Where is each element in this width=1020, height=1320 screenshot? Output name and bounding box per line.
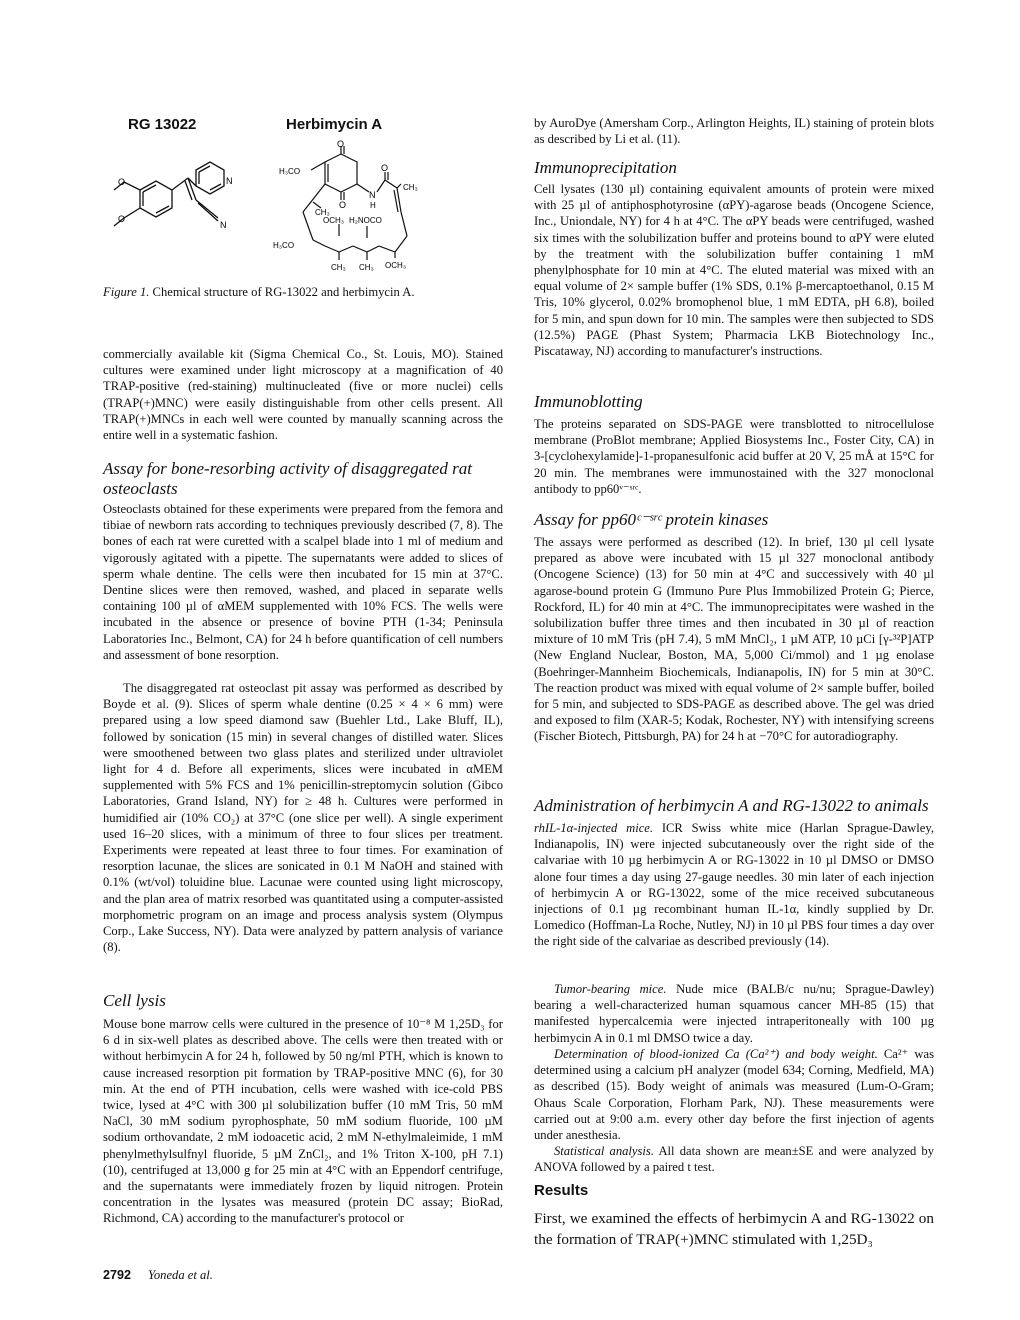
right-heading-immunoblotting: Immunoblotting xyxy=(534,392,643,411)
running-footer-authors: Yoneda et al. xyxy=(148,1268,213,1282)
inline-head-determination: Determination of blood-ionized Ca (Ca²⁺) and body weight. xyxy=(554,1047,878,1061)
left-paragraph-3: The disaggregated rat osteoclast pit assay was performed as described by Boyde et al. (9). Slices of sperm whale dentine (0.25 × 4 × 6 mm) were prepared using a low speed diamond saw (Buehler Ltd., Lake Bluff, IL), followed by sonication (15 min) in several changes of distilled water. Slices were smoothened between two glass plates and sterilized under ultraviolet light for 4 d. Before all experiments, slices were incubated in αMEM supplemented with 5% FCS and 1% penicillin-streptomycin solution (Gibco Laboratories, Grand Island, NY) for ≥ 48 h. Cultures were performed in humidified air (10% CO₂) at 37°C (one slice per well). A single experiment used 16–20 slices, with a minimum of three to four slices per treatment. Experiments were repeated at least three to four times. For examination of resorption lacunae, the slices are sonicated in 0.1 M NaOH and stained with 0.1% (wt/vol) toluidine blue. Lacunae were counted using light microscopy, and the plan area of matrix resorbed was quantitated using a computer-assisted morphometric program on an image and process analysis system (Olympus Corp., Lake Success, NY). Data were analyzed by pattern analysis of variance (8). xyxy=(103,681,503,955)
right-paragraph-6 xyxy=(534,981,934,1046)
left-paragraph-2: Osteoclasts obtained for these experiments were prepared from the femora and tibiae of newborn rats according to techniques previously described (7, 8). The bones of each rat were curetted with a scalpel blade into 1 ml of medium and vigorously agitated with a pipette. The supernatants were added to slices of sperm whale dentine. The cells were then incubated for 15 min at 37°C. Dentine slices were then removed, washed, and placed in separate wells containing 100 µl of αMEM supplemented with 10% FCS. The wells were incubated in the absence or presence of bovine PTH (1-34; Peninsula Laboratories Inc., Belmont, CA) for 24 h before quantification of cell numbers and assessment of bone resorption. xyxy=(103,502,503,662)
right-paragraph-4: The assays were performed as described (12). In brief, 130 µl cell lysate prepared as above were incubated with 15 µl 327 monoclonal antibody (Oncogene Science) (13) for 50 min at 4°C and successively with 40 µl agarose-bound protein G (Immuno Pure Plus Immobilized Protein G; Pierce, Rockford, IL) for 40 min at 4°C. The immunoprecipitates were washed in the solubilization buffer three times and then incubated in 30 µl of reaction mixture of 10 mM Tris (pH 7.4), 5 mM MnCl₂, 1 µM ATP, 10 µCi [γ-³²P]ATP (New England Nuclear, Boston, MA, 5,000 Ci/mmol) and 1 µg enolase (Boehringer-Mannheim Biochemicals, Indianapolis, IN) for 5 min at 30°C. The reaction product was mixed with equal volume of 2× sample buffer, boiled for 5 min, and subjected to SDS-PAGE as described above. The gel was dried and exposed to film (XAR-5; Kodak, Rochester, NY) with intensifying screens (Fischer Biotech, Pittsburgh, PA) for 24 h at −70°C for autoradiography. xyxy=(534,535,934,744)
methoxy-o-top: O xyxy=(118,177,126,187)
right-heading-administration: Administration of herbimycin A and RG-13022 to animals xyxy=(534,796,929,815)
methoxy-o-bottom: O xyxy=(118,214,126,224)
right-paragraph-7 xyxy=(534,1046,934,1143)
inline-head-tumor: Tumor-bearing mice. xyxy=(554,982,667,996)
atom-ch3-a: CH₃ xyxy=(315,208,330,217)
left-paragraph-4: Mouse bone marrow cells were cultured in the presence of 10⁻⁸ M 1,25D₃ for 6 d in six-well plates as described above. The cells were then treated with or without herbimycin A for 24 h, followed by 50 ng/ml PTH, which is known to cause increased resorption pit formation by TRAP-positive MNC (6), for 30 min. At the end of PTH incubation, cells were washed with ice-cold PBS twice, lysed at 4°C with 300 µl solubilization buffer (10 mM Tris, 50 mM NaCl, 30 mM sodium pyrophosphate, 50 mM sodium fluoride, 100 µM sodium orthovandate, 2 mM iodoacetic acid, 2 mM N-ethylmaleimide, 1 mM phenylmethylsulfnyl fluoride, 5 µM ZnCl₂, and 1% Triton X-100, pH 7.1) (10), centrifuged at 13,000 g for 25 min at 4°C with an Eppendorf centrifuge, and the supernatants were immediately frozen by liquid nitrogen. Protein concentration in the lysates was measured (protein DC assay; BioRad, Richmond, CA) according to the manufacturer's protocol or xyxy=(103,1017,503,1226)
atom-h2noco: H₂NOCO xyxy=(349,216,382,225)
rg13022-structure xyxy=(100,160,260,260)
left-paragraph-1: commercially available kit (Sigma Chemical Co., St. Louis, MO). Stained cultures were examined under light microscopy at a magnification of 40 TRAP-positive (red-staining) multinucleated (five or more nuclei) cells (TRAP(+)MNC) were easily distinguishable from other cells present. All TRAP(+)MNCs in each well were counted by manually scanning across the entire well in a systematic fashion. xyxy=(103,347,503,443)
figure-caption-number: Figure 1. xyxy=(103,285,150,299)
right-paragraph-1: by AuroDye (Amersham Corp., Arlington Heights, IL) staining of protein blots as described by Li et al. (11). xyxy=(534,116,934,147)
atom-h3co-b: H₃CO xyxy=(273,241,295,250)
figure-caption xyxy=(103,284,415,300)
right-paragraph-5 xyxy=(534,820,934,950)
herbimycin-structure xyxy=(255,140,435,275)
inline-head-statistical: Statistical analysis. xyxy=(554,1144,654,1158)
paragraph-7-body: Ca²⁺ was determined using a calcium pH analyzer (model 634; Corning, Medfield, MA) as described (15). Body weight of animals was measured (Lum-O-Gram; Ohaus Scale Corporation, Florham Park, NJ). These measurements were carried out at 9:00 a.m. every other day before the first injection of agents under anesthesia. xyxy=(534,1047,934,1143)
atom-n: N xyxy=(369,190,376,200)
paragraph-6-body: Nude mice (BALB/c nu/nu; Sprague-Dawley) bearing a well-characterized human squamous cancer MH-85 (15) that manifested hypercalcemia were injected intraperitoneally with 100 µg herbimycin A in 0.1 ml DMSO twice a day. xyxy=(534,982,934,1045)
right-heading-pp60-kinase: Assay for pp60ᶜ⁻ˢʳᶜ protein kinases xyxy=(534,510,769,529)
atom-o-low: O xyxy=(339,200,347,210)
atom-ch3-d: CH₃ xyxy=(359,263,374,272)
figure-label-herbimycin: Herbimycin A xyxy=(286,116,383,133)
paragraph-5-body: ICR Swiss white mice (Harlan Sprague-Dawley, Indianapolis, IN) were injected subcutaneously over the right side of the calvariae with 10 µg herbimycin A or RG-13022 in 10 µl DMSO or DMSO alone four times a day using 27-gauge needles. 30 min later of each injection of herbimycin A or RG-13022, some of the mice received subcutaneous injections of 0.1 µg recombinant human IL-1α, kindly supplied by Dr. Lomedico (Hoffman-La Roche, Nutley, NJ) in 10 µl PBS four times a day over the right side of the calvariae as described previously (14). xyxy=(534,821,934,949)
atom-o-top: O xyxy=(337,140,345,149)
right-paragraph-2: Cell lysates (130 µl) containing equivalent amounts of protein were mixed with 25 µl of antiphosphotyrosine (αPY)-agarose beads (Oncogene Science, Inc., Uniondale, NY) for 4 h at 4°C. The αPY beads were centrifuged, washed six times with the solubilization buffer and proteins bound to αPY were eluted by the treatment with the solubilization buffer containing 1 mM phenylphosphate for 10 min at 4°C. The eluted material was mixed with an equal volume of 2× sample buffer (1% SDS, 0.1% β-mercaptoethanol, 0.15 M Tris, 10% glycerol, 0.02% bromophenol blue, 1 mM EDTA, pH 6.8), boiled for 5 min, and spun down for 10 min. The samples were then subjected to SDS (12.5%) PAGE (Phast System; Pharmacia LKB Biotechnology Inc., Piscataway, NJ) according to manufacturer's instructions. xyxy=(534,182,934,359)
atom-o-amide: O xyxy=(381,163,389,173)
atom-och3-b: OCH₃ xyxy=(385,261,407,270)
right-heading-immunoprecipitation: Immunoprecipitation xyxy=(534,158,677,177)
nitrile-n: N xyxy=(220,220,227,230)
left-heading-bone-resorbing: Assay for bone-resorbing activity of disaggregated rat osteoclasts xyxy=(103,459,472,498)
atom-ch3-c: CH₃ xyxy=(331,263,346,272)
right-paragraph-3: The proteins separated on SDS-PAGE were transblotted to nitrocellulose membrane (ProBlot membrane; Applied Biosystems Inc., Foster City, CA) in 3-[cyclohexylamide]-1-propanesulfonic acid buffer at 20 V, 25 mÅ at 15°C for 20 min. The membranes were immunostained with the 327 monoclonal antibody to pp60ᵛ⁻ˢʳᶜ. xyxy=(534,417,934,496)
page-number: 2792 xyxy=(103,1268,132,1282)
right-paragraph-8 xyxy=(534,1143,934,1175)
atom-och3-a: OCH₃ xyxy=(323,216,345,225)
results-heading: Results xyxy=(534,1182,589,1199)
pyridine-n: N xyxy=(226,176,233,186)
left-heading-cell-lysis: Cell lysis xyxy=(103,991,166,1010)
atom-h: H xyxy=(370,201,376,210)
figure-caption-text: Chemical structure of RG-13022 and herbimycin A. xyxy=(149,285,415,299)
atom-ch3-b: CH₃ xyxy=(403,183,418,192)
paragraph-8-body: All data shown are mean±SE and were analyzed by ANOVA followed by a paired t test. xyxy=(534,1144,935,1175)
figure-label-rg13022: RG 13022 xyxy=(128,116,197,133)
inline-head-rhil: rhIL-1α-injected mice. xyxy=(534,821,654,835)
results-paragraph: First, we examined the effects of herbimycin A and RG-13022 on the formation of TRAP(+)MNC stimulated with 1,25D₃ xyxy=(534,1210,934,1248)
atom-h3co-a: H₃CO xyxy=(279,167,301,176)
